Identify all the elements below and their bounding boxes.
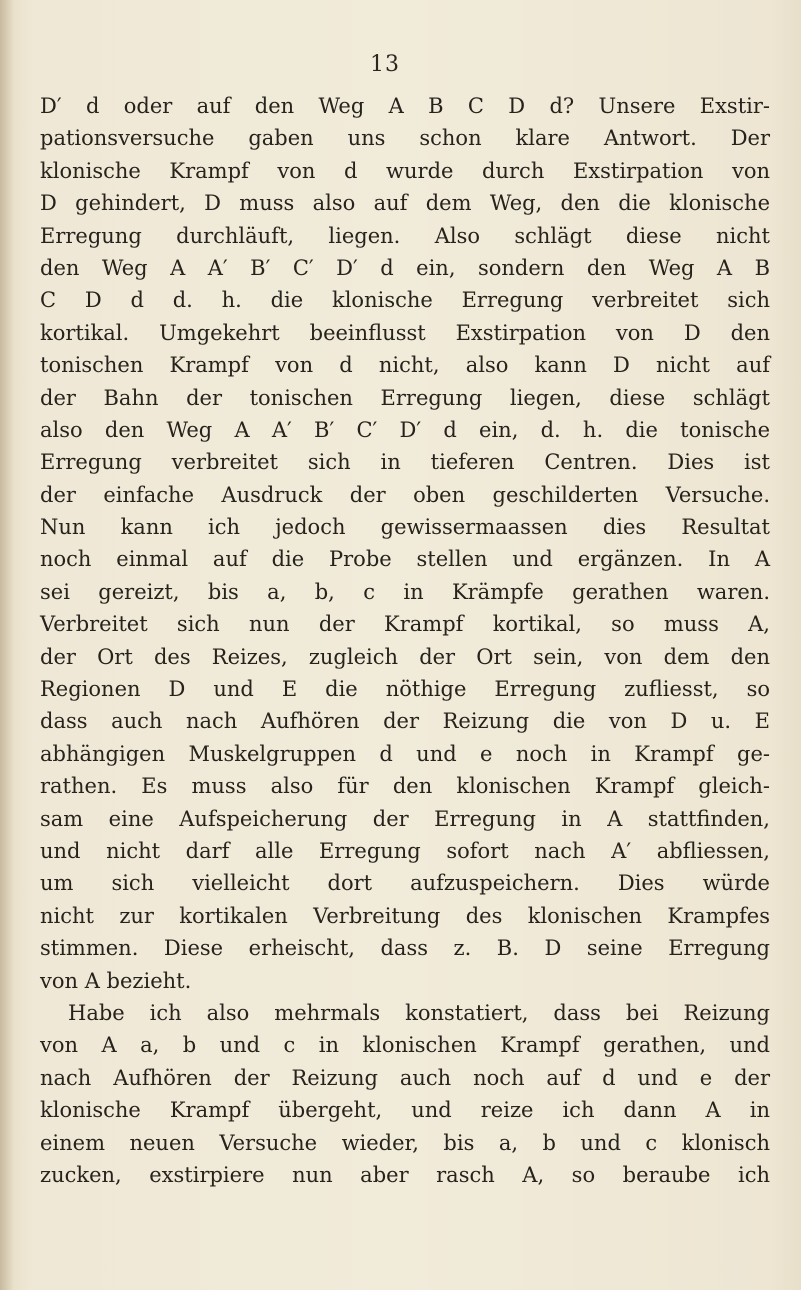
text-line: Nun kann ich jedoch gewissermaassen dies Resultat — [40, 515, 770, 540]
page-number: 13 — [370, 52, 400, 77]
text-line: klonische Krampf übergeht, und reize ich dann A in — [40, 1098, 770, 1123]
text-line: nach Aufhören der Reizung auch noch auf d und e der — [40, 1065, 770, 1090]
text-line: sei gereizt, bis a, b, c in Krämpfe gerathen waren. — [40, 579, 770, 604]
text-line: D gehindert, D muss also auf dem Weg, den die klonische — [40, 191, 770, 216]
paragraph-end-line: von A bezieht. — [40, 968, 192, 993]
text-line: zucken, exstirpiere nun aber rasch A, so beraube ich — [40, 1162, 770, 1187]
text-line: der Bahn der tonischen Erregung liegen, diese schlägt — [40, 385, 770, 410]
text-line: C D d d. h. die klonische Erregung verbreitet sich — [40, 288, 770, 313]
paragraph-start-line: Habe ich also mehrmals konstatiert, dass bei Reizung — [68, 1000, 770, 1025]
text-line: also den Weg A A′ B′ C′ D′ d ein, d. h. die tonische — [40, 417, 770, 442]
text-line: D′ d oder auf den Weg A B C D d? Unsere Exstir- — [40, 94, 770, 118]
text-line: der einfache Ausdruck der oben geschilderten Versuche. — [40, 482, 770, 507]
text-line: einem neuen Versuche wieder, bis a, b und c klonisch — [40, 1130, 770, 1155]
text-line: sam eine Aufspeicherung der Erregung in A stattfinden, — [40, 806, 770, 831]
text-line: nicht zur kortikalen Verbreitung des klonischen Krampfes — [40, 903, 770, 928]
text-line: Regionen D und E die nöthige Erregung zufliesst, so — [40, 677, 770, 702]
text-line: rathen. Es muss also für den klonischen Krampf gleich- — [40, 774, 770, 799]
text-line: noch einmal auf die Probe stellen und ergänzen. In A — [40, 547, 770, 572]
text-line: Erregung verbreitet sich in tieferen Centren. Dies ist — [40, 450, 770, 475]
text-line: pationsversuche gaben uns schon klare Antwort. Der — [40, 126, 770, 151]
text-line: um sich vielleicht dort aufzuspeichern. Dies würde — [40, 871, 770, 896]
text-line: kortikal. Umgekehrt beeinflusst Exstirpation von D den — [40, 320, 770, 345]
body-text — [40, 90, 770, 1191]
text-line: dass auch nach Aufhören der Reizung die von D u. E — [40, 709, 770, 734]
text-line: klonische Krampf von d wurde durch Exstirpation von — [40, 158, 770, 183]
text-line: Verbreitet sich nun der Krampf kortikal, so muss A, — [40, 612, 770, 637]
text-line: der Ort des Reizes, zugleich der Ort sein, von dem den — [40, 644, 770, 669]
text-line: abhängigen Muskelgruppen d und e noch in Krampf ge- — [40, 741, 770, 766]
text-line: stimmen. Diese erheischt, dass z. B. D seine Erregung — [40, 936, 770, 961]
page-edge-shadow — [0, 0, 14, 1290]
text-line: von A a, b und c in klonischen Krampf gerathen, und — [40, 1033, 770, 1058]
text-line: und nicht darf alle Erregung sofort nach A′ abfliessen, — [40, 838, 770, 863]
text-line: den Weg A A′ B′ C′ D′ d ein, sondern den Weg A B — [40, 255, 770, 280]
text-line: Erregung durchläuft, liegen. Also schlägt diese nicht — [40, 223, 770, 248]
text-line: tonischen Krampf von d nicht, also kann D nicht auf — [40, 353, 770, 378]
